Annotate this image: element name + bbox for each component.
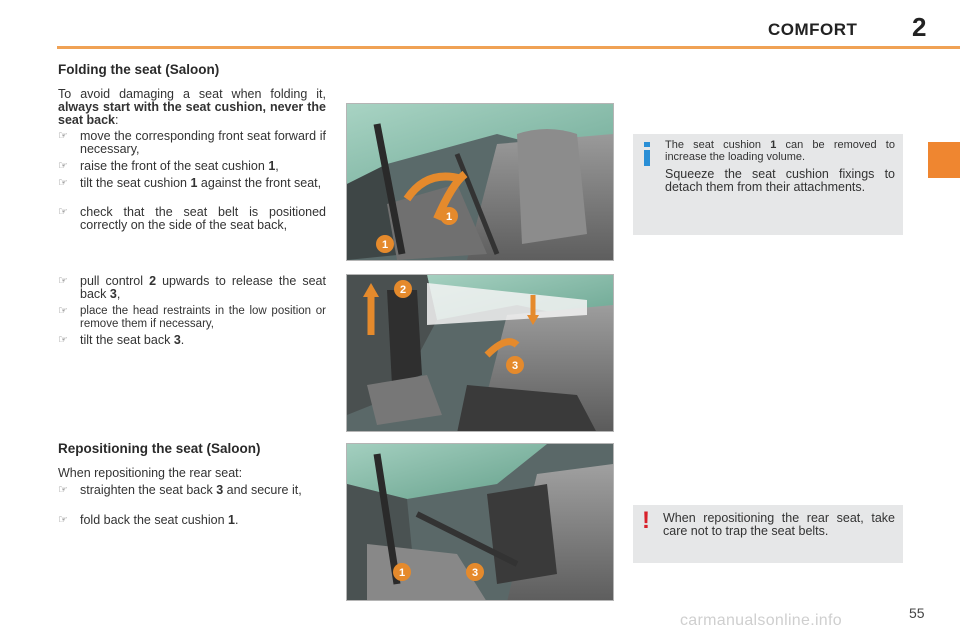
chapter-side-tab[interactable] xyxy=(928,142,960,178)
pointing-hand-icon: ☞ xyxy=(58,514,68,526)
photo-release-seatback xyxy=(346,274,614,432)
pointing-hand-icon: ☞ xyxy=(58,305,68,317)
pointing-hand-icon: ☞ xyxy=(58,160,68,172)
folding-intro: To avoid damaging a seat when folding it, always start with the seat cushion, never the seat back: xyxy=(58,87,326,127)
list-item: ☞ tilt the seat cushion 1 against the front seat, xyxy=(58,176,322,190)
warning-exclamation-icon: ! xyxy=(642,507,650,534)
section-title: COMFORT xyxy=(768,20,858,39)
chapter-number: 2 xyxy=(912,12,927,42)
photo-label: 3 xyxy=(511,360,519,372)
photo-label: 3 xyxy=(471,567,479,579)
photo-label: 2 xyxy=(399,284,407,296)
pointing-hand-icon: ☞ xyxy=(58,275,68,287)
pointing-hand-icon: ☞ xyxy=(58,177,68,189)
page-number: 55 xyxy=(909,605,925,621)
info-note-line-1: The seat cushion 1 can be removed to increase the loading volume. xyxy=(665,139,895,163)
pointing-hand-icon: ☞ xyxy=(58,206,68,218)
repositioning-section-title: Repositioning the seat (Saloon) xyxy=(58,441,261,456)
list-item: ☞ move the corresponding front seat forward if necessary, xyxy=(58,129,326,156)
pointing-hand-icon: ☞ xyxy=(58,334,68,346)
info-icon xyxy=(643,142,651,166)
warning-note-text: When repositioning the rear seat, take care not to trap the seat belts. xyxy=(663,511,895,538)
info-note-line-2: Squeeze the seat cushion fixings to detach them from their attachments. xyxy=(665,167,895,194)
photo-fold-cushion xyxy=(346,103,614,261)
list-item: ☞ tilt the seat back 3. xyxy=(58,333,185,347)
photo-label: 1 xyxy=(381,239,389,251)
pointing-hand-icon: ☞ xyxy=(58,484,68,496)
folding-section-title: Folding the seat (Saloon) xyxy=(58,62,220,77)
list-item: ☞ fold back the seat cushion 1. xyxy=(58,513,239,527)
list-item: ☞ raise the front of the seat cushion 1, xyxy=(58,159,279,173)
list-item: ☞ place the head restraints in the low position or remove them if necessary, xyxy=(58,305,326,330)
repositioning-intro: When repositioning the rear seat: xyxy=(58,466,243,480)
pointing-hand-icon: ☞ xyxy=(58,130,68,142)
header-rule xyxy=(57,46,960,49)
list-item: ☞ check that the seat belt is positioned correctly on the side of the seat back, xyxy=(58,205,326,232)
list-item: ☞ pull control 2 upwards to release the seat back 3, xyxy=(58,274,326,301)
list-item: ☞ straighten the seat back 3 and secure it, xyxy=(58,483,302,497)
warning-note xyxy=(633,505,903,563)
info-note xyxy=(633,134,903,235)
watermark: carmanualsonline.info xyxy=(680,612,842,629)
photo-reposition-seat xyxy=(346,443,614,601)
photo-label: 1 xyxy=(398,567,406,579)
photo-label: 1 xyxy=(445,211,453,223)
